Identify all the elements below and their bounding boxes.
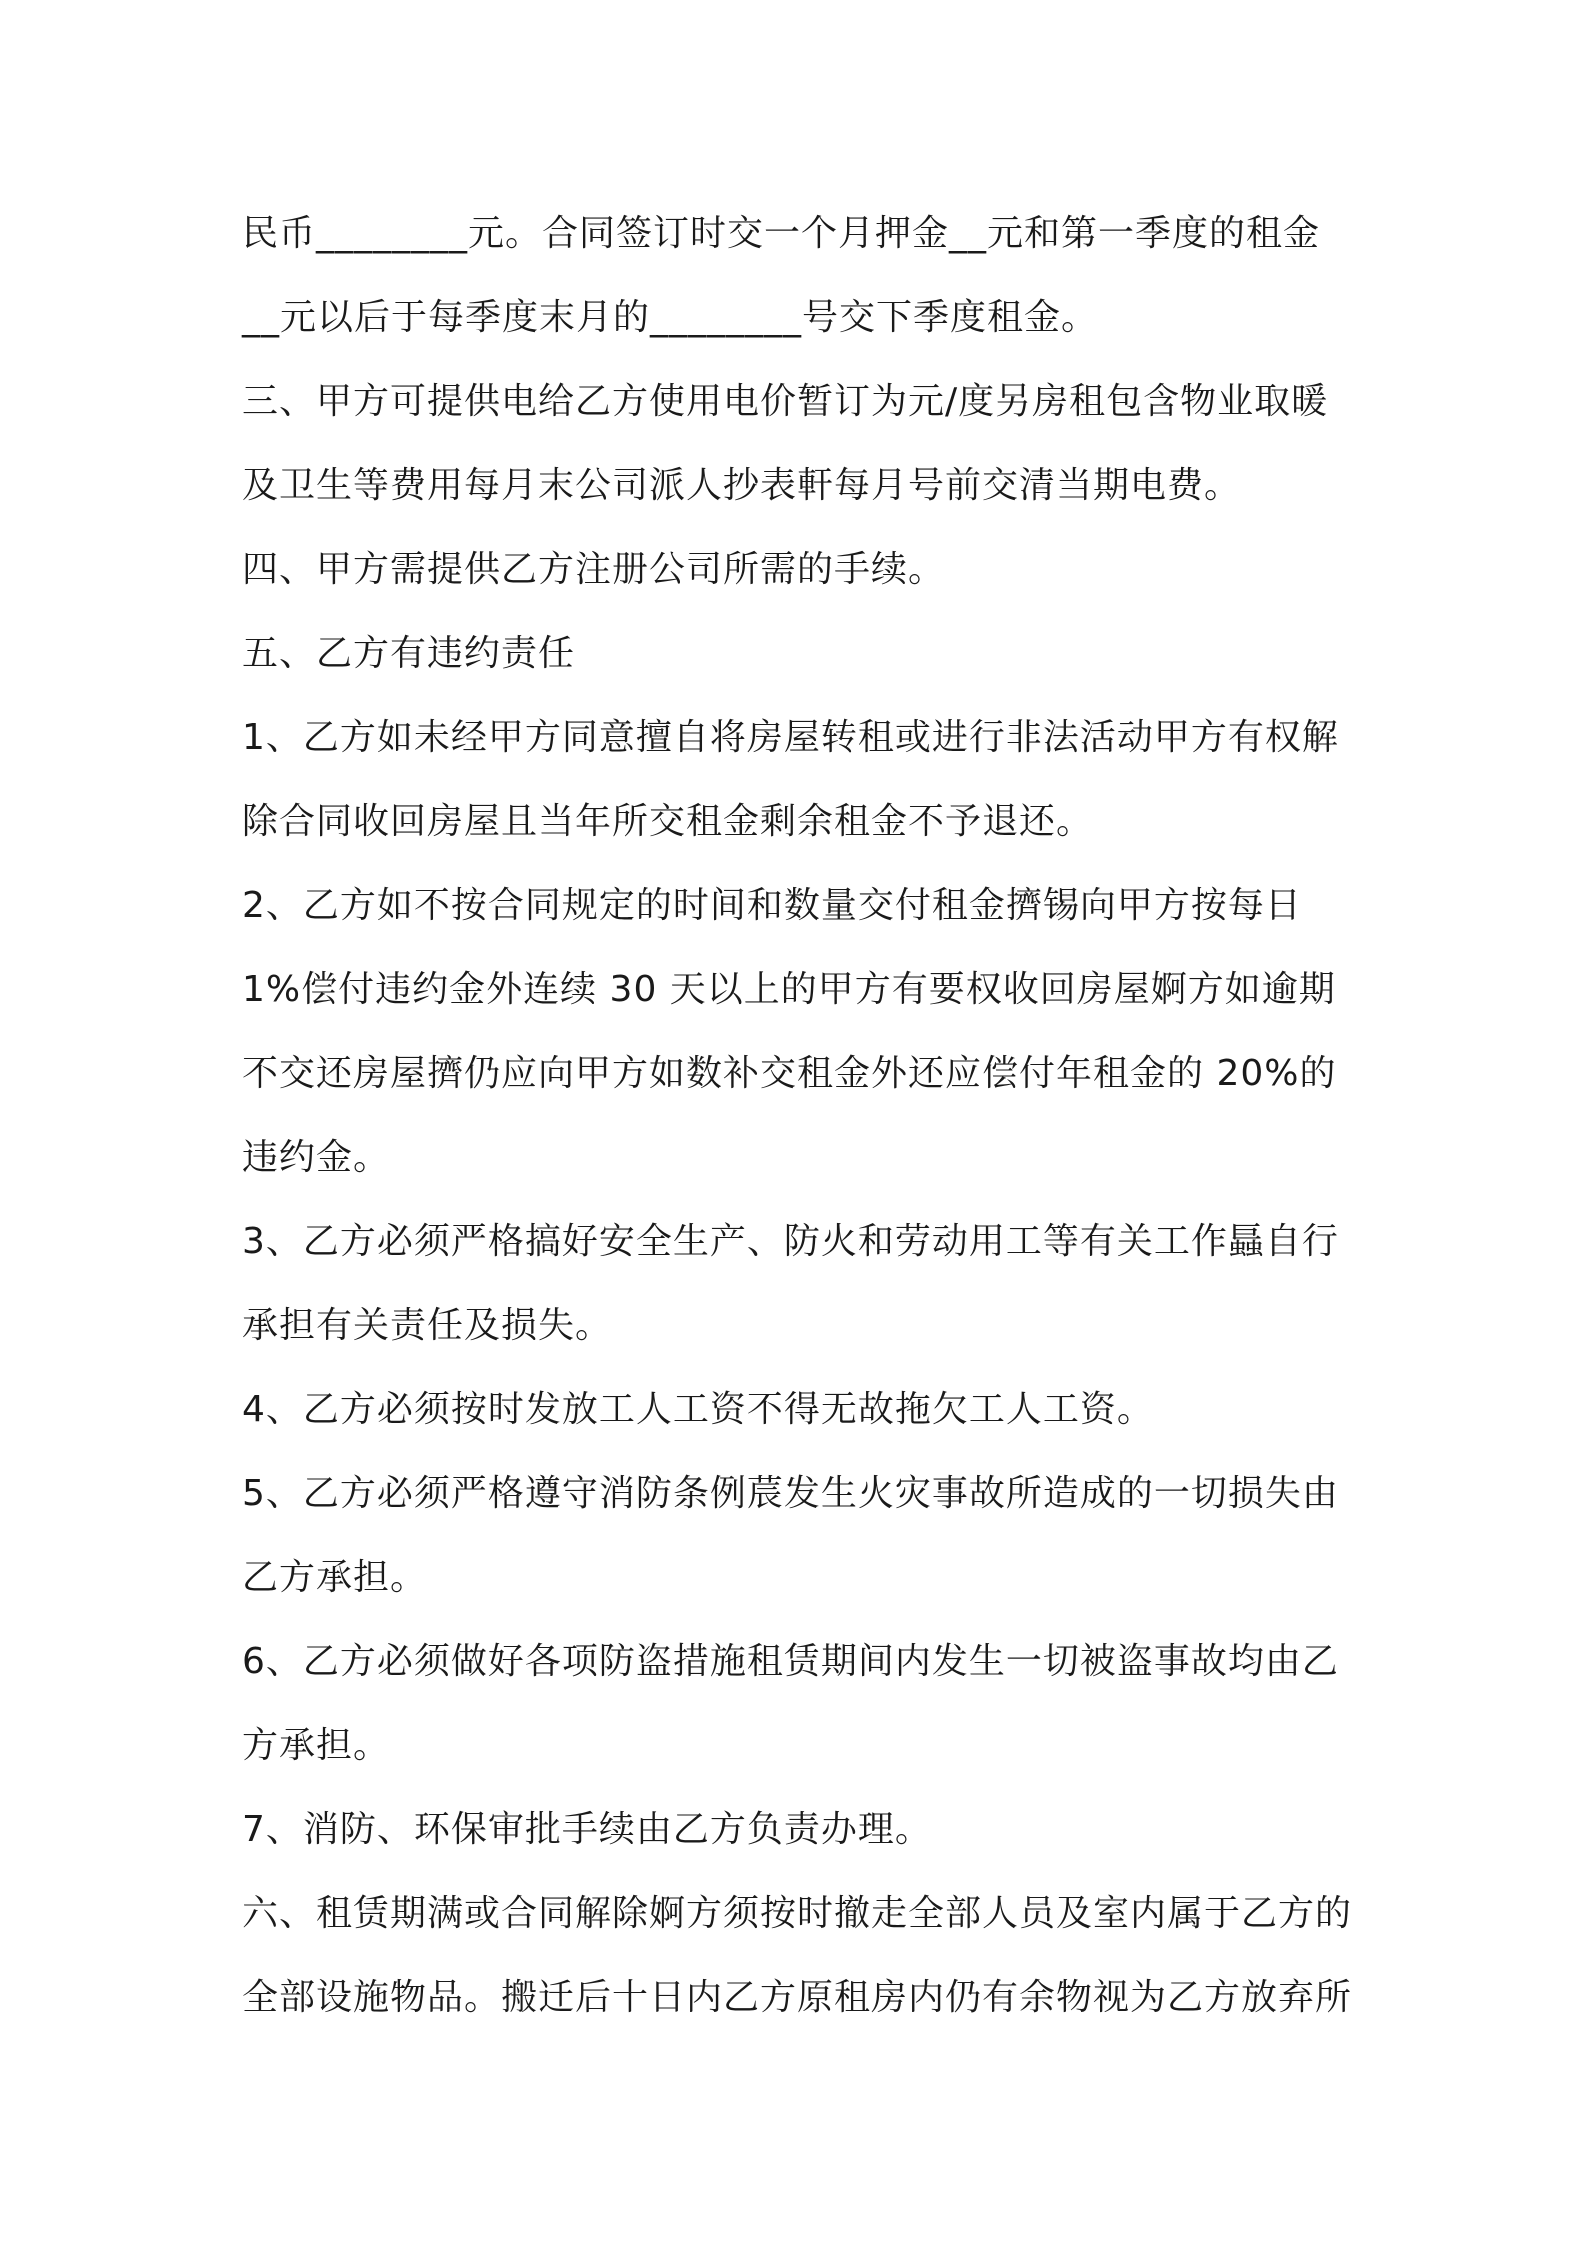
text-line: 6、乙方必须做好各项防盗措施租赁期间内发生一切被盗事故均由乙 xyxy=(242,1641,1339,1682)
text-line: 四、甲方需提供乙方注册公司所需的手续。 xyxy=(242,549,946,590)
text-line: 六、租赁期满或合同解除婀方须按时撤走全部人员及室内属于乙方的 xyxy=(242,1893,1353,1934)
text-line: 1、乙方如未经甲方同意擅自将房屋转租或进行非法活动甲方有权解 xyxy=(242,717,1339,758)
text-line: 乙方承担。 xyxy=(242,1557,428,1598)
text-line: 3、乙方必须严格搞好安全生产、防火和劳动用工等有关工作螶自行 xyxy=(242,1221,1339,1262)
text-line: 1%偿付违约金外连续 30 天以上的甲方有要权收回房屋婀方如逾期 xyxy=(242,969,1336,1010)
text-line: __元以后于每季度末月的________号交下季度租金。 xyxy=(242,297,1099,338)
text-line: 及卫生等费用每月末公司派人抄表軒每月号前交清当期电费。 xyxy=(242,465,1242,506)
text-line: 不交还房屋擠仍应向甲方如数补交租金外还应偿付年租金的 20%的 xyxy=(242,1053,1337,1094)
text-line: 三、甲方可提供电给乙方使用电价暂订为元/度另房租包含物业取暖 xyxy=(242,381,1329,422)
text-line: 违约金。 xyxy=(242,1137,391,1178)
contract-body xyxy=(242,192,1362,2040)
text-line: 7、消防、环保审批手续由乙方负责办理。 xyxy=(242,1809,932,1850)
text-line: 承担有关责任及损失。 xyxy=(242,1305,613,1346)
text-line: 2、乙方如不按合同规定的时间和数量交付租金擠锡向甲方按每日 xyxy=(242,885,1302,926)
text-line: 全部设施物品。搬迁后十日内乙方原租房内仍有余物视为乙方放弃所 xyxy=(242,1977,1353,2018)
text-line: 4、乙方必须按时发放工人工资不得无故拖欠工人工资。 xyxy=(242,1389,1154,1430)
text-line: 方承担。 xyxy=(242,1725,391,1766)
text-line: 5、乙方必须严格遵守消防条例莀发生火灾事故所造成的一切损失由 xyxy=(242,1473,1339,1514)
text-line: 民币________元。合同签订时交一个月押金__元和第一季度的租金 xyxy=(242,213,1321,254)
text-line: 五、乙方有违约责任 xyxy=(242,633,576,674)
text-line: 除合同收回房屋且当年所交租金剩余租金不予退还。 xyxy=(242,801,1094,842)
